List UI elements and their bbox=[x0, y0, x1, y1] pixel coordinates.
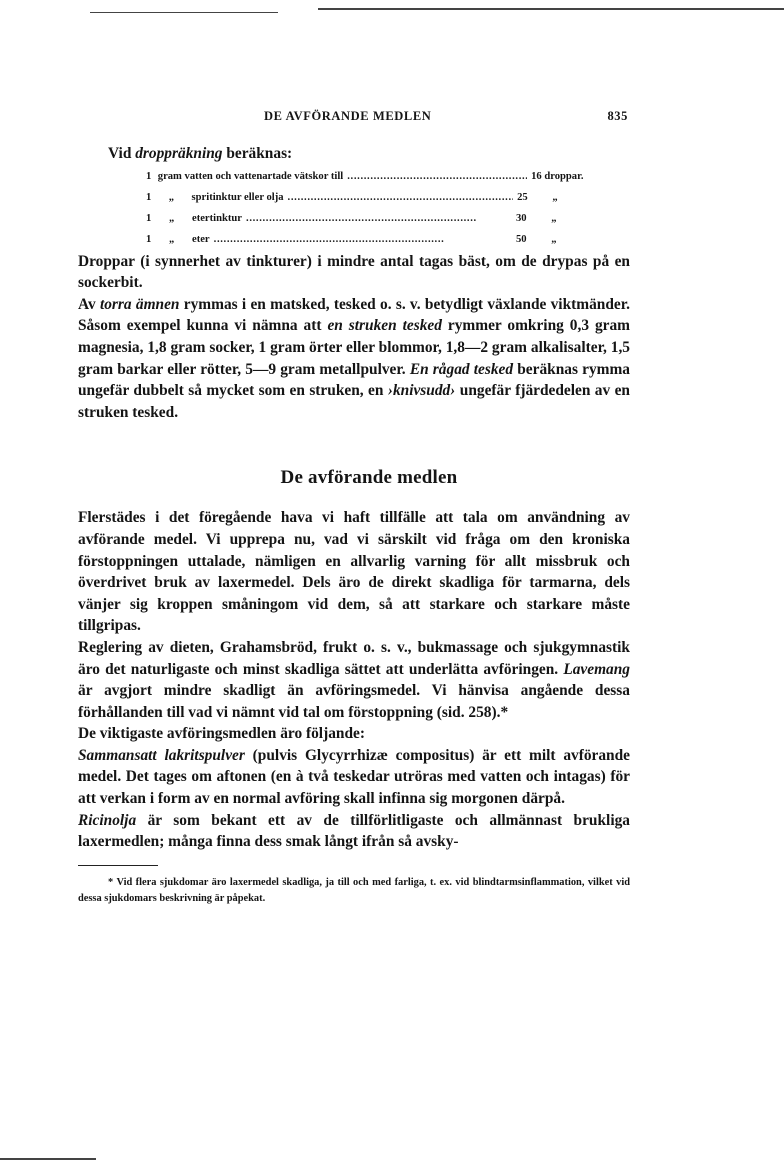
s5-emphasis: Ricinolja bbox=[78, 811, 137, 829]
section-paragraph-5 bbox=[78, 810, 630, 853]
footnote bbox=[78, 875, 630, 907]
section-paragraph-2 bbox=[78, 637, 630, 723]
row-label: spritinktur eller olja bbox=[191, 191, 284, 203]
s2-text-a: Reglering av dieten, Grahamsbröd, frukt o. s. v., bukmassage och sjukgymnastik äro det naturligaste och minst skadliga sättet att underlätta avföringen. bbox=[78, 638, 630, 678]
row-qty: 1 bbox=[146, 212, 152, 224]
drop-table-row bbox=[146, 187, 586, 208]
section-paragraph-4 bbox=[78, 745, 630, 810]
page-number: 835 bbox=[607, 109, 628, 123]
leader-dots bbox=[288, 187, 514, 208]
s4-text: (pulvis Glycyrrhizæ compositus) är ett milt avförande medel. Det tages om aftonen (en à två teskedar utröras med vatten och intagas) för att verkan i form av en normal avföring skall infinna sig morgonen därpå. bbox=[78, 746, 631, 808]
row-unit: „ bbox=[552, 191, 558, 203]
leader-dots bbox=[214, 229, 512, 250]
row-label bbox=[158, 166, 343, 187]
drop-table-row bbox=[146, 166, 586, 187]
row-value bbox=[516, 229, 586, 250]
row-unit: „ bbox=[551, 233, 557, 245]
s5-text: är som bekant ett av de tillförlitligaste och allmännast brukliga laxermedlen; många finna dess smak långt ifrån så avsky- bbox=[78, 811, 630, 851]
row-value-number: 30 bbox=[516, 212, 527, 224]
p2-emphasis-1: torra ämnen bbox=[99, 295, 180, 313]
row-value-number: 16 bbox=[531, 170, 542, 182]
section-paragraph-3: De viktigaste avföringsmedlen äro följande: bbox=[78, 725, 365, 743]
drop-intro-tail: beräknas: bbox=[222, 145, 293, 162]
leader-dots bbox=[347, 166, 527, 187]
p2-emphasis-4: ›knivsudd› bbox=[387, 382, 456, 400]
s2-text-b: är avgjort mindre skadligt än avföringsmedel. Vi hänvisa angående dessa förhållanden till vad vi nämnt vid tal om förstoppning (sid. 258).* bbox=[78, 682, 630, 721]
drop-table-row bbox=[146, 229, 586, 250]
row-qty: 1 bbox=[146, 233, 152, 245]
row-qty: 1 bbox=[146, 170, 152, 182]
running-title: DE AVFÖRANDE MEDLEN bbox=[264, 109, 432, 123]
p2-text-d: beräknas rymma ungefär dubbelt så mycket som en struken, en bbox=[78, 360, 631, 400]
row-value-number: 50 bbox=[516, 233, 527, 245]
row-label-text: vatten och vattenartade vätskor till bbox=[184, 170, 344, 182]
p2-text-e: ungefär fjärdedelen av en struken tesked. bbox=[78, 382, 630, 421]
p2-text-a: Av bbox=[78, 295, 100, 313]
footnote-rule bbox=[78, 865, 158, 866]
scan-line-top bbox=[90, 12, 278, 13]
p2-text-c: rymmer omkring 0,3 gram magnesia, 1,8 gram socker, 1 gram örter eller blommor, 1,8—2 gram alkalisalter, 1,5 gram barkar eller rötter, 5—9 gram metallpulver. bbox=[78, 317, 630, 378]
ditto-mark: „ bbox=[169, 212, 175, 224]
row-qty: 1 bbox=[146, 191, 152, 203]
section-paragraph-1: Flerstädes i det föregående hava vi haft tillfälle att tala om användning av avförande medel. Vi upprepa nu, vad vi särskilt vid fråga om den kroniska förstoppningen uttalade, nämligen en allvarlig varning för allt missbruk och överdrivet bruk av laxermedel. Dels äro de direkt skadliga för tarmarna, dels vänjer sig kroppen småningom vid dem, så att starkare och starkare måste tillgripas. bbox=[78, 509, 630, 635]
scan-line-bottom bbox=[0, 1158, 96, 1160]
p2-emphasis-3: En rågad tesked bbox=[409, 360, 514, 378]
drop-intro-emphasis: droppräkning bbox=[135, 145, 223, 162]
row-unit: „ bbox=[551, 212, 557, 224]
row-unit-word: gram bbox=[157, 170, 182, 182]
ditto-mark: „ bbox=[169, 233, 175, 245]
drop-intro bbox=[108, 143, 630, 165]
paragraph-drops: Droppar (i synnerhet av tinkturer) i mindre antal tagas bäst, om de drypas på en sockerbit. bbox=[78, 252, 630, 292]
paragraph-dry-substances bbox=[78, 294, 630, 424]
ditto-mark: „ bbox=[168, 191, 175, 203]
s2-emphasis: Lavemang bbox=[563, 660, 630, 678]
s4-emphasis: Sammansatt lakritspulver bbox=[78, 746, 245, 764]
row-label: eter bbox=[192, 233, 210, 245]
row-value bbox=[517, 187, 586, 208]
section-heading: De avförande medlen bbox=[280, 467, 458, 489]
row-value-number: 25 bbox=[517, 191, 528, 203]
drop-table-row bbox=[146, 208, 586, 229]
p2-text-b: rymmas i en matsked, tesked o. s. v. betydligt växlande viktmänder. Såsom exempel kunna vi nämna att bbox=[78, 295, 630, 335]
footnote-text: * Vid flera sjukdomar äro laxermedel skadliga, ja till och med farliga, t. ex. vid blindtarmsinflammation, vilket vid dessa sjukdomars beskrivning är påpekat. bbox=[78, 876, 630, 904]
running-header bbox=[108, 105, 630, 129]
row-label: etertinktur bbox=[192, 212, 243, 224]
row-value bbox=[531, 166, 586, 187]
book-page bbox=[78, 105, 631, 907]
scan-line-top-right bbox=[318, 8, 784, 10]
row-value bbox=[516, 208, 586, 229]
drop-intro-lead: Vid bbox=[108, 145, 136, 162]
drop-table bbox=[146, 166, 586, 250]
leader-dots bbox=[246, 208, 512, 229]
p2-emphasis-2: en struken tesked bbox=[327, 317, 442, 335]
row-unit: droppar. bbox=[544, 170, 584, 182]
